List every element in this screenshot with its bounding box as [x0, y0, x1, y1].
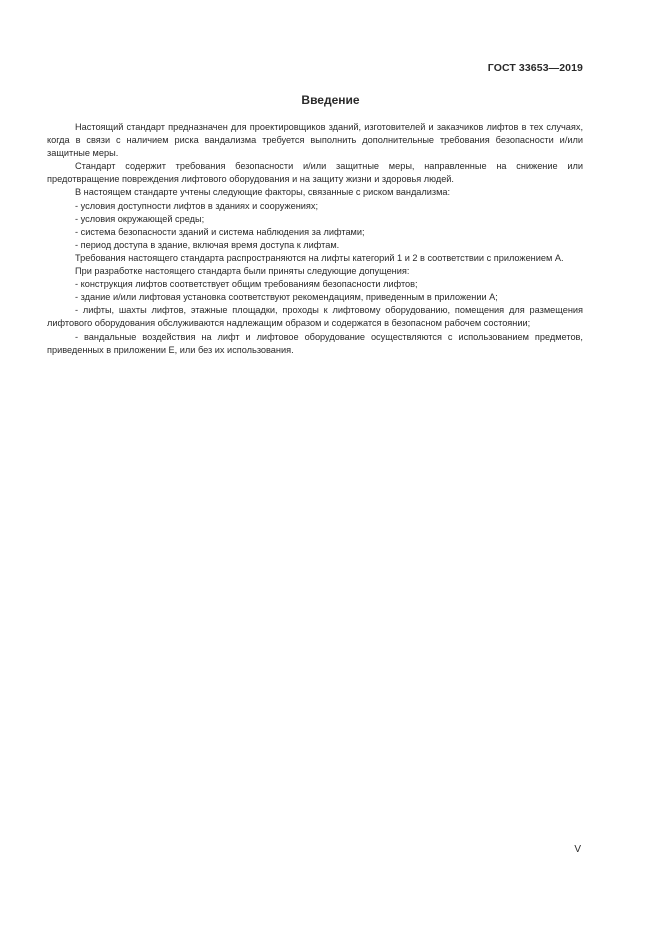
paragraph-assumptions-intro: При разработке настоящего стандарта были приняты следующие допущения:	[75, 266, 410, 277]
list-item-factor: - система безопасности зданий и система наблюдения за лифтами;	[75, 226, 365, 237]
list-item-factor: - условия доступности лифтов в зданиях и сооружениях;	[75, 200, 319, 211]
paragraph-content: Стандарт содержит требования безопасности и/или защитные меры, направленные на снижение или предотвращение повреждения лифтового оборудования и на защиту жизни и здоровья людей.	[47, 161, 583, 185]
list-item-assumption: - здание и/или лифтовая установка соответствуют рекомендациям, приведенным в приложении А;	[75, 292, 498, 303]
list-item-factor: - период доступа в здание, включая время доступа к лифтам.	[75, 239, 340, 250]
section-title: Введение	[301, 93, 360, 107]
paragraph-factors-intro: В настоящем стандарте учтены следующие факторы, связанные с риском вандализма:	[75, 187, 451, 198]
page-number: V	[574, 844, 581, 855]
list-item-assumption: - вандальные воздействия на лифт и лифтовое оборудование осуществляются с использованием предметов, приведенных в приложении Е, или без их использования.	[47, 331, 583, 355]
paragraph-scope: Требования настоящего стандарта распространяются на лифты категорий 1 и 2 в соответствии с приложением А.	[75, 252, 564, 263]
list-item-assumption: - лифты, шахты лифтов, этажные площадки, проходы к лифтовому оборудованию, помещения для размещения лифтового оборудования обслуживаются надлежащим образом и содержатся в безопасном рабочем состоянии;	[47, 305, 583, 329]
document-body	[47, 121, 583, 357]
list-item-factor: - условия окружающей среды;	[75, 213, 205, 224]
paragraph-purpose: Настоящий стандарт предназначен для проектировщиков зданий, изготовителей и заказчиков лифтов в тех случаях, когда в связи с наличием риска вандализма требуется выполнить дополнительные требования безопасности и/или защитные меры.	[47, 122, 583, 159]
list-item-assumption: - конструкция лифтов соответствует общим требованиям безопасности лифтов;	[75, 279, 418, 290]
document-code: ГОСТ 33653—2019	[487, 62, 583, 74]
